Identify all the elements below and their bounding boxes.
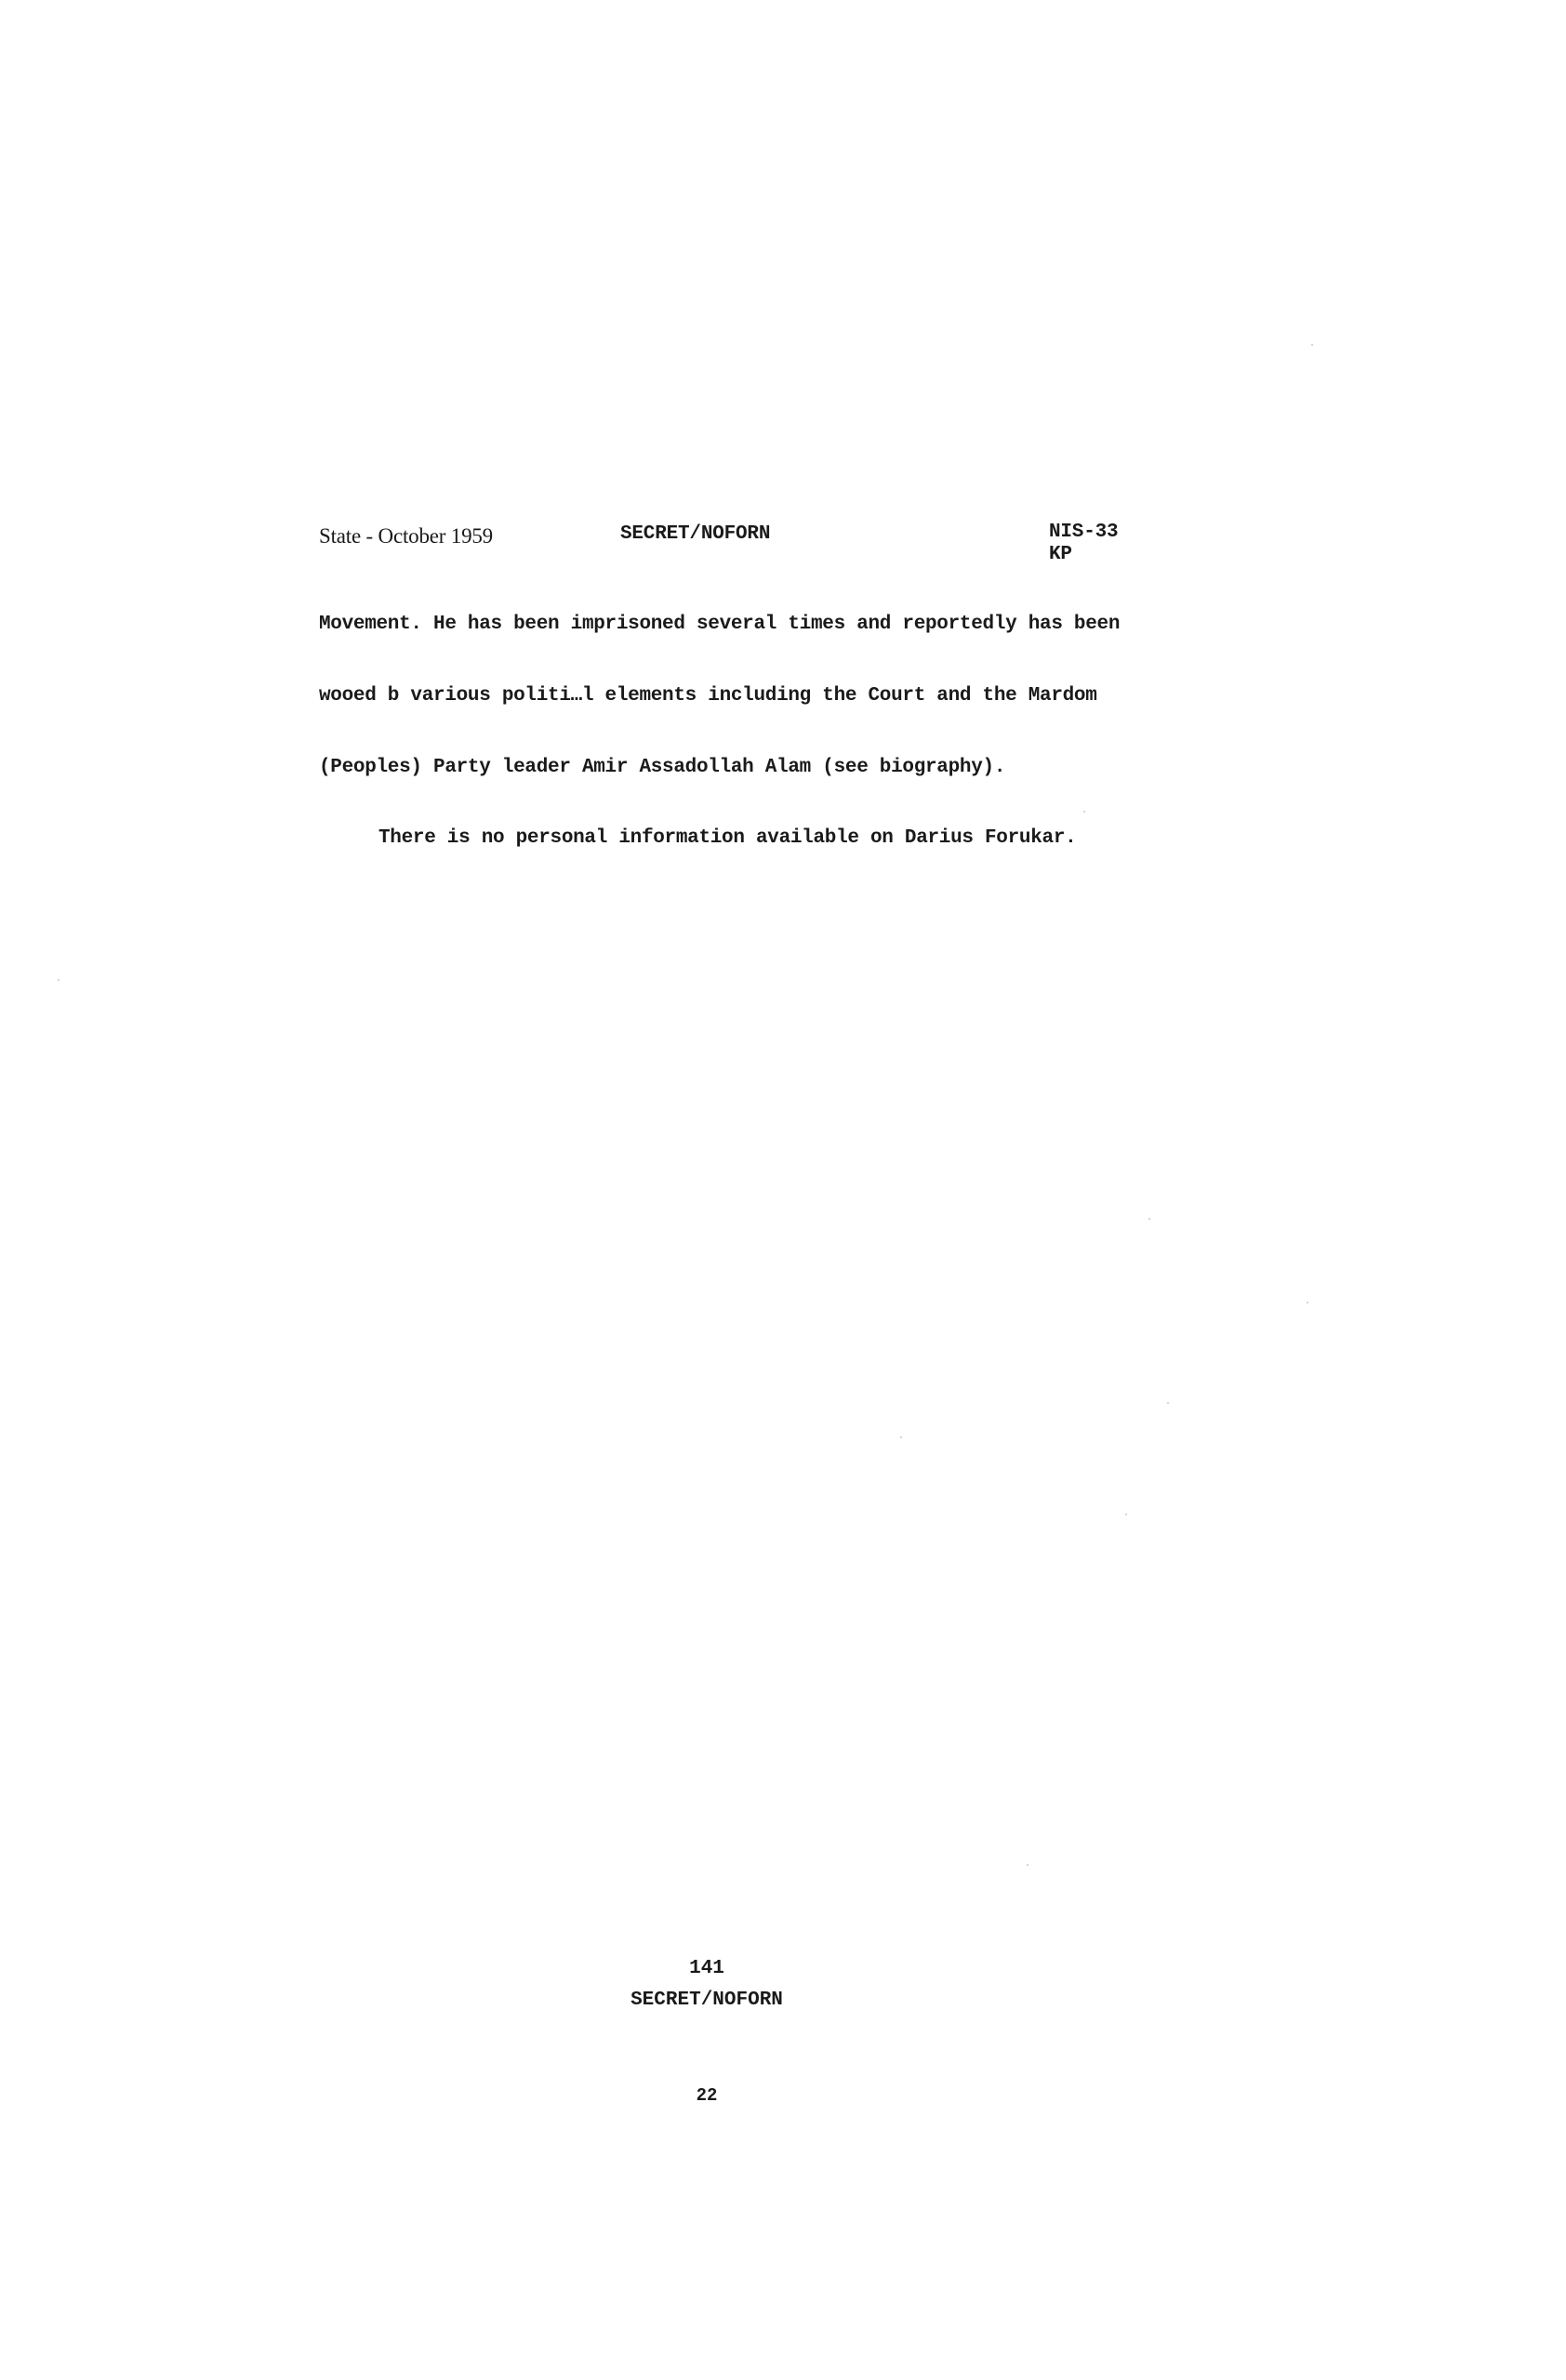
- scan-speck: [1083, 811, 1085, 813]
- body-line-2: wooed b various politi…l elements including the Court and the Mardom: [319, 685, 1097, 707]
- scan-speck: [58, 979, 60, 981]
- page-number: 141: [689, 1958, 724, 1979]
- scan-speck: [900, 1436, 902, 1438]
- header-classification: SECRET/NOFORN: [620, 523, 771, 545]
- header-code-line1: NIS-33: [1049, 522, 1119, 543]
- scan-speck: [1148, 1218, 1150, 1220]
- scan-speck: [1027, 1864, 1029, 1866]
- sheet-number: 22: [696, 2085, 718, 2106]
- header-document-code: [1049, 522, 1118, 566]
- body-line-3: (Peoples) Party leader Amir Assadollah Alam (see biography).: [319, 757, 1006, 778]
- body-line-1: Movement. He has been imprisoned several times and reportedly has been: [319, 614, 1121, 635]
- header-code-line2: KP: [1049, 544, 1072, 565]
- header-source-date: State - October 1959: [319, 524, 493, 548]
- footer-classification: SECRET/NOFORN: [630, 1990, 783, 2011]
- scan-speck: [1125, 1514, 1127, 1515]
- scan-speck: [1311, 344, 1313, 346]
- scan-speck: [1167, 1402, 1169, 1404]
- scan-speck: [1307, 1302, 1308, 1303]
- body-line-4: There is no personal information available on Darius Forukar.: [378, 827, 1077, 849]
